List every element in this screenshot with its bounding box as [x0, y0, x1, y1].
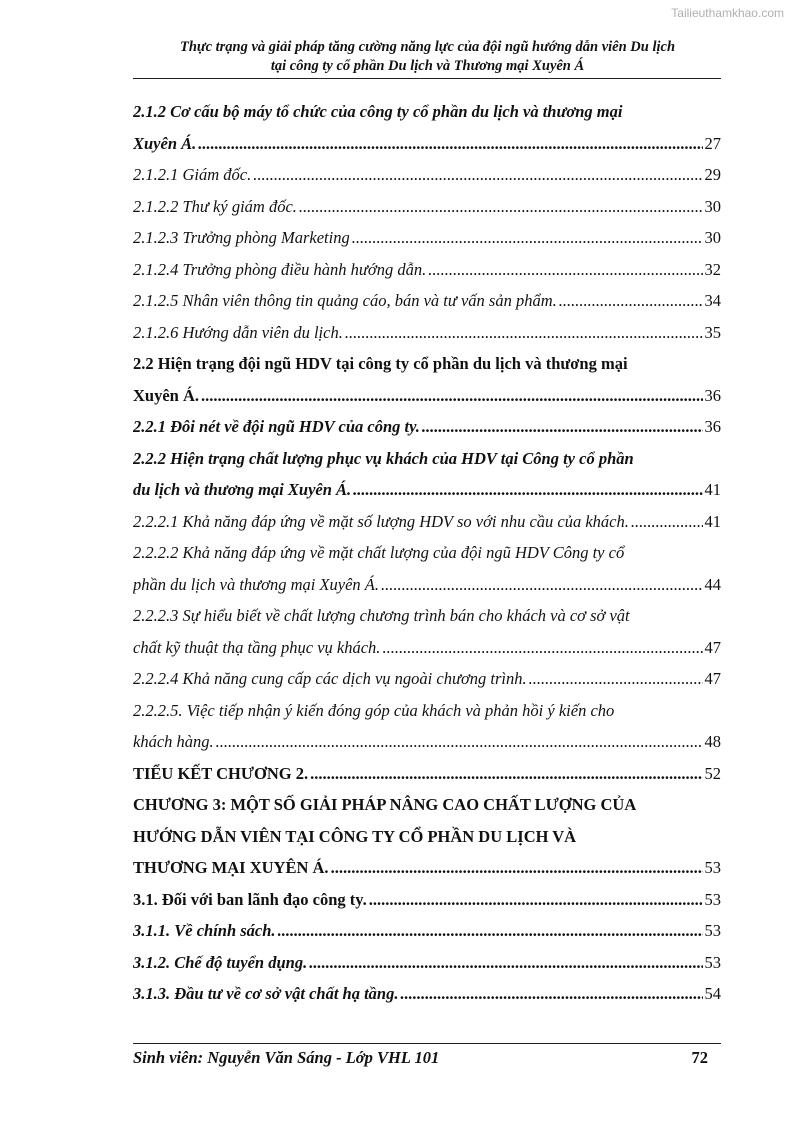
toc-entry — [133, 978, 721, 1010]
toc-dot-leader — [369, 884, 703, 916]
toc-page-number: 44 — [704, 574, 721, 594]
toc-line: CHƯƠNG 3: MỘT SỐ GIẢI PHÁP NÂNG CAO CHẤT LƯỢNG CỦA — [133, 795, 637, 814]
toc-line: 2.2.2.3 Sự hiểu biết về chất lượng chương trình bán cho khách và cơ sở vật — [133, 606, 630, 625]
toc-entry-title: 2.1.2.5 Nhân viên thông tin quảng cáo, bán và tư vấn sản phẩm. — [133, 291, 557, 310]
toc-page-number: 32 — [704, 259, 721, 279]
toc-entry-title: 3.1.3. Đầu tư về cơ sở vật chất hạ tầng. — [133, 984, 399, 1003]
toc-entry — [133, 317, 721, 349]
toc-entry-title: TIỂU KẾT CHƯƠNG 2. — [133, 763, 309, 783]
toc-entry-title: chất kỹ thuật thạ tầng phục vụ khách. — [133, 637, 381, 657]
toc-entry — [133, 632, 721, 664]
toc-entry-title: Xuyên Á. — [133, 385, 200, 405]
toc-dot-leader — [309, 947, 702, 979]
toc-page-number: 41 — [704, 511, 721, 531]
toc-dot-leader — [201, 380, 702, 412]
toc-entry-title: 3.1.2. Chế độ tuyển dụng. — [133, 952, 308, 972]
toc-entry — [133, 191, 721, 223]
toc-line: 2.2.2.5. Việc tiếp nhận ý kiến đóng góp của khách và phản hồi ý kiến cho — [133, 700, 615, 720]
header-line-1: Thực trạng và giải pháp tăng cường năng lực của đội ngũ hướng dẫn viên Du lịch — [179, 39, 676, 55]
toc-dot-leader — [345, 317, 703, 349]
toc-entry-title: Xuyên Á. — [133, 133, 197, 153]
toc-entry — [133, 947, 721, 979]
toc-entry-title: 3.1. Đối với ban lãnh đạo công ty. — [133, 889, 367, 909]
toc-entry-title: 2.1.2.2 Thư ký giám đốc. — [133, 196, 297, 216]
toc-dot-leader — [353, 474, 702, 506]
toc-entry-title: 2.2.2.4 Khả năng cung cấp các dịch vụ ngoài chương trình. — [133, 669, 527, 688]
toc-page-number: 30 — [704, 196, 721, 216]
toc-dot-leader — [331, 852, 703, 884]
toc-entry-title: THƯƠNG MẠI XUYÊN Á. — [133, 858, 329, 877]
toc-entry-title: 2.1.2.6 Hướng dẫn viên du lịch. — [133, 322, 343, 342]
toc-entry — [133, 254, 721, 286]
toc-entry — [133, 128, 721, 160]
footer-page-number: 72 — [691, 1048, 708, 1067]
toc-line: 2.2.2.2 Khả năng đáp ứng về mặt chất lượng của đội ngũ HDV Công ty cổ — [133, 543, 625, 562]
toc-entry — [133, 915, 721, 947]
toc-page-number: 52 — [704, 763, 721, 783]
toc-dot-leader — [299, 191, 703, 223]
toc-dot-leader — [310, 758, 702, 790]
toc-entry — [133, 380, 721, 412]
toc-entry — [133, 758, 721, 790]
toc-line: HƯỚNG DẪN VIÊN TẠI CÔNG TY CỔ PHẦN DU LỊCH VÀ — [133, 826, 577, 846]
toc-entry — [133, 569, 721, 601]
toc-page-number: 29 — [704, 165, 721, 184]
toc-dot-leader — [400, 978, 702, 1010]
toc-entry — [133, 411, 721, 443]
toc-dot-leader — [198, 128, 702, 160]
toc-dot-leader — [352, 222, 703, 254]
toc-page-number: 27 — [704, 133, 721, 153]
toc-entry — [133, 506, 721, 538]
toc-entry — [133, 663, 721, 695]
toc-entry-title: du lịch và thương mại Xuyên Á. — [133, 480, 352, 499]
toc-page-number: 41 — [704, 480, 721, 499]
toc-dot-leader — [631, 506, 703, 538]
toc-page-number: 36 — [704, 417, 721, 436]
toc-entry-title: 3.1.1. Về chính sách. — [133, 921, 276, 940]
toc-line: 2.1.2 Cơ cấu bộ máy tổ chức của công ty cổ phần du lịch và thương mại — [133, 102, 623, 121]
footer-divider — [133, 1043, 721, 1044]
toc-page-number: 53 — [704, 921, 721, 940]
toc-page-number: 54 — [704, 984, 721, 1003]
toc-dot-leader — [216, 726, 703, 758]
toc-page-number: 34 — [704, 291, 721, 310]
toc-dot-leader — [253, 159, 702, 191]
running-header — [133, 38, 722, 76]
footer-student: Sinh viên: Nguyễn Văn Sáng - Lớp VHL 101 — [133, 1048, 440, 1067]
table-of-contents — [133, 96, 721, 1010]
toc-page-number: 53 — [704, 889, 721, 909]
toc-line: 2.2.2 Hiện trạng chất lượng phục vụ khách của HDV tại Công ty cổ phần — [133, 448, 634, 468]
toc-entry-title: phần du lịch và thương mại Xuyên Á. — [133, 574, 380, 594]
toc-dot-leader — [559, 285, 703, 317]
toc-dot-leader — [381, 569, 702, 601]
toc-page-number: 48 — [704, 732, 721, 751]
toc-dot-leader — [428, 254, 702, 286]
toc-entry-title: 2.1.2.3 Trưởng phòng Marketing — [133, 228, 350, 247]
header-divider — [133, 78, 721, 79]
toc-entry — [133, 726, 721, 758]
toc-page-number: 36 — [704, 385, 721, 405]
toc-page-number: 53 — [704, 858, 721, 877]
toc-page-number: 47 — [704, 669, 721, 688]
toc-entry-title: 2.1.2.1 Giám đốc. — [133, 165, 252, 184]
toc-page-number: 47 — [704, 637, 721, 657]
toc-page-number: 53 — [704, 952, 721, 972]
toc-entry — [133, 884, 721, 916]
toc-entry-title: khách hàng. — [133, 732, 214, 751]
toc-entry-title: 2.2.2.1 Khả năng đáp ứng về mặt số lượng HDV so với nhu cầu của khách. — [133, 511, 629, 531]
toc-entry — [133, 852, 721, 884]
toc-entry-title: 2.2.1 Đôi nét về đội ngũ HDV của công ty. — [133, 417, 420, 436]
toc-dot-leader — [278, 915, 703, 947]
toc-dot-leader — [529, 663, 703, 695]
toc-page-number: 30 — [704, 228, 721, 247]
toc-entry — [133, 474, 721, 506]
watermark: Tailieuthamkhao.com — [671, 6, 784, 20]
toc-entry-title: 2.1.2.4 Trưởng phòng điều hành hướng dẫn. — [133, 259, 427, 279]
page-footer — [133, 1048, 708, 1068]
toc-entry — [133, 285, 721, 317]
toc-dot-leader — [382, 632, 702, 664]
toc-dot-leader — [422, 411, 703, 443]
toc-page-number: 35 — [704, 322, 721, 342]
header-line-2: tại công ty cổ phần Du lịch và Thương mại Xuyên Á — [270, 58, 585, 74]
toc-line: 2.2 Hiện trạng đội ngũ HDV tại công ty cổ phần du lịch và thương mại — [133, 354, 628, 373]
toc-entry — [133, 159, 721, 191]
toc-entry — [133, 222, 721, 254]
